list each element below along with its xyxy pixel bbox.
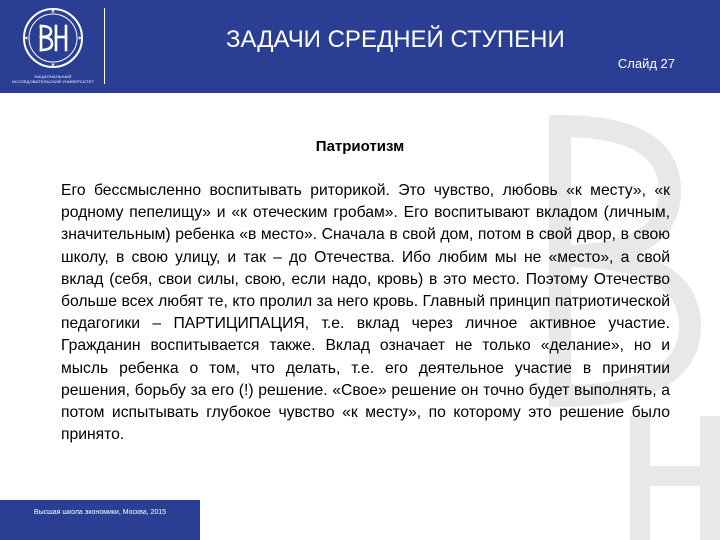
slide-number: Слайд 27 (617, 56, 675, 71)
footer-text: Высшая школа экономики, Москва, 2015 (33, 509, 167, 516)
slide-title: ЗАДАЧИ СРЕДНЕЙ СТУПЕНИ (226, 26, 565, 53)
university-emblem-icon (8, 6, 98, 72)
section-heading: Патриотизм (315, 138, 405, 155)
logo-caption: НАЦИОНАЛЬНЫЙ ИССЛЕДОВАТЕЛЬСКИЙ УНИВЕРСИТЕТ (11, 74, 95, 84)
header-divider (104, 8, 105, 84)
university-logo (8, 6, 98, 90)
body-paragraph: Его бессмысленно воспитывать риторикой. Это чувство, любовь «к месту», «к родному пепелищу» и «к отеческим гробам». Его воспитывают вкладом (личным, значительным) ребенка «в место». Сначала в свой дом, потом в свой двор, в свою школу, в свою улицу, и так – до Отечества. Ибо любим мы не «место», а свой вклад (себя, свои силы, свою, если надо, кровь) в это место. Поэтому Отечество больше всех любят те, кто пролил за него кровь. Главный принцип патриотической педагогики – ПАРТИЦИПАЦИЯ, т.е. вклад через личное активное участие. Гражданин воспитывается также. Вклад означает не только «делание», но и мысль ребенка о том, что делать, т.е. его деятельное участие в принятии решения, борьбу за его (!) решение. «Свое» решение он точно будет выполнять, а потом испытывать глубокое чувство «к месту», по которому это решение было принято. (61, 182, 670, 444)
slide-header (0, 0, 720, 93)
footer-bar (0, 500, 200, 540)
